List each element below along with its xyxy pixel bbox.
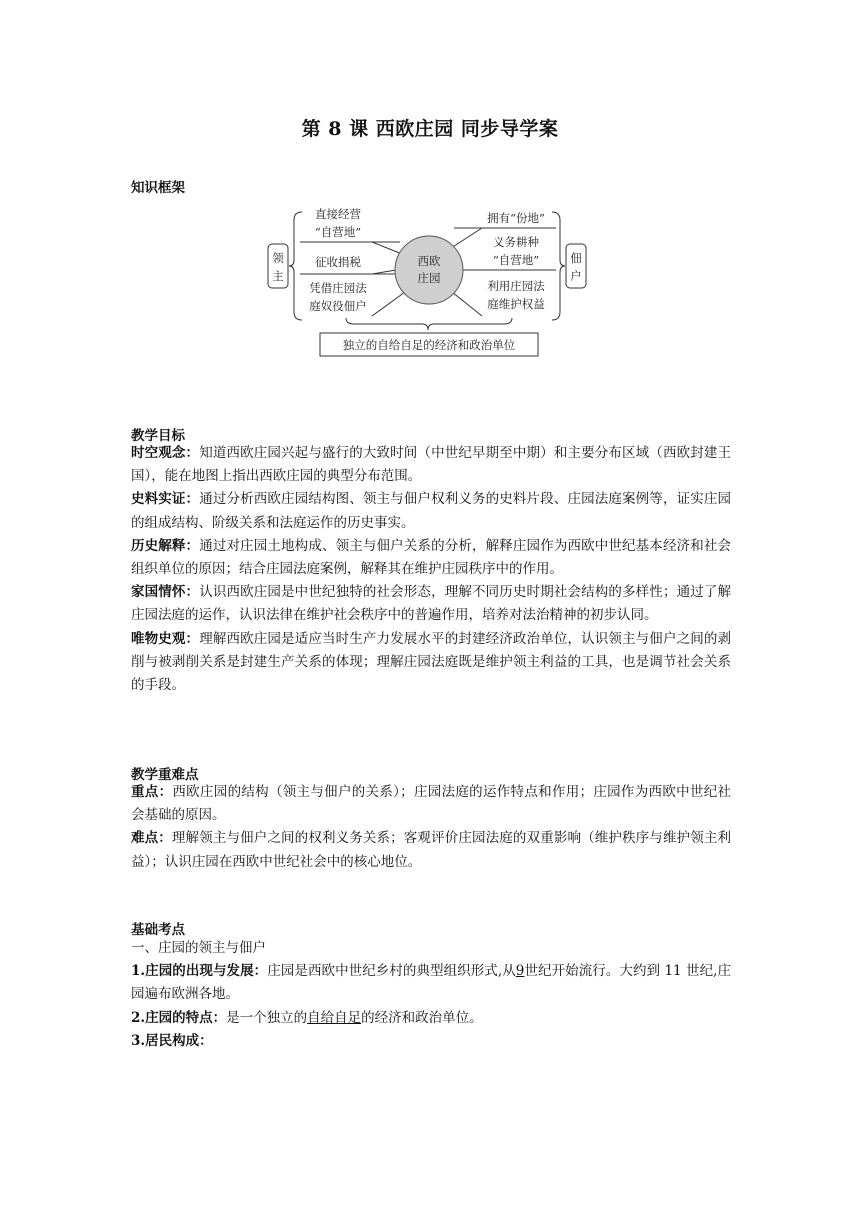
goal-item	[131, 442, 731, 488]
goal-label: 历史解释：	[131, 537, 200, 554]
basics-point-2-text-b: 的经济和政治单位。	[361, 1009, 483, 1026]
basics-heading: 基础考点	[131, 922, 185, 938]
basics-point-1-label: 1.庄园的出现与发展：	[131, 963, 268, 980]
right-item-1-line-1: 拥有“份地”	[487, 211, 545, 225]
goal-item	[131, 535, 731, 581]
center-circle	[395, 236, 463, 304]
key-point-label: 重点：	[131, 784, 173, 800]
lord-label-2: 主	[272, 269, 284, 283]
basics-point-2-text-a: 是一个独立的	[226, 1009, 308, 1026]
key-point-text: 理解领主与佃户之间的权利义务关系；客观评价庄园法庭的双重影响（维护秩序与维护领主利益）；认识庄园在西欧中世纪社会中的核心地位。	[131, 830, 732, 870]
key-point-item	[131, 781, 731, 827]
basics-point-3	[131, 1030, 731, 1053]
goal-item	[131, 488, 731, 534]
basics-point-2	[131, 1007, 731, 1030]
left-item-3-line-2: 庭奴役佃户	[309, 299, 367, 313]
key-points-list	[131, 781, 731, 874]
right-item-2-line-1: 义务耕种	[493, 235, 539, 249]
key-point-text: 西欧庄园的结构（领主与佃户的关系）；庄园法庭的运作特点和作用；庄园作为西欧中世纪社会基础的原因。	[131, 784, 731, 824]
bottom-brace	[346, 318, 512, 330]
basics-point-2-blank: 自给自足	[307, 1009, 362, 1026]
right-item-3-line-1: 利用庄园法	[487, 279, 545, 293]
basics-point-1	[131, 960, 731, 1006]
basics-point-1-text-b: 世纪开始流行。大约到 11 世纪,庄园遍布欧洲各地。	[131, 963, 731, 1003]
left-item-1-line-1: 直接经营	[315, 207, 361, 221]
center-line-1: 西欧	[417, 254, 441, 268]
right-item-3-line-2: 庭维护权益	[487, 297, 545, 311]
goal-label: 家国情怀：	[131, 584, 200, 601]
goals-list	[131, 442, 731, 697]
goals-heading: 教学目标	[131, 428, 185, 444]
framework-diagram	[262, 204, 598, 360]
lord-label-1: 领	[272, 251, 284, 265]
connector	[372, 242, 402, 254]
serf-label-2: 户	[570, 269, 582, 283]
basics-content	[131, 937, 731, 1053]
left-item-3-line-1: 凭借庄园法	[309, 281, 367, 295]
lord-group	[268, 212, 302, 320]
basics-subheading: 一、庄园的领主与佃户	[131, 940, 266, 956]
goal-label: 史料实证：	[131, 491, 200, 508]
serf-label-1: 佃	[570, 251, 582, 265]
center-line-2: 庄园	[417, 271, 441, 285]
goal-text: 通过对庄园土地构成、领主与佃户关系的分析，解释庄园作为西欧中世纪基本经济和社会组织单位的原因；结合庄园法庭案例，解释其在维护庄园秩序中的作用。	[131, 537, 732, 578]
framework-heading: 知识框架	[131, 180, 185, 196]
basics-point-2-label: 2.庄园的特点：	[131, 1009, 227, 1026]
goal-text: 通过分析西欧庄园结构图、领主与佃户权利义务的史料片段、庄园法庭案例等，证实庄园的组成结构、阶级关系和法庭运作的历史事实。	[131, 491, 732, 531]
goal-label: 时空观念：	[131, 445, 200, 461]
serf-group	[552, 212, 586, 320]
goal-label: 唯物史观：	[131, 630, 200, 647]
left-item-2-line-1: 征收捐税	[315, 255, 361, 269]
left-brace	[289, 212, 302, 320]
connector	[452, 292, 482, 316]
key-point-label: 难点：	[131, 830, 172, 847]
goal-text: 理解西欧庄园是适应当时生产力发展水平的封建经济政治单位，认识领主与佃户之间的剥削与被剥削关系是封建生产关系的体现；理解庄园法庭既是维护领主利益的工具，也是调节社会关系的手段。	[131, 630, 732, 694]
right-item-2-line-2: “自营地”	[492, 253, 540, 267]
goal-item	[131, 581, 731, 627]
bottom-label: 独立的自给自足的经济和政治单位	[342, 338, 516, 352]
connector	[372, 270, 396, 274]
basics-point-1-blank: 9	[515, 963, 525, 980]
basics-point-3-label: 3.居民构成：	[131, 1032, 213, 1049]
page-title: 第 8 课 西欧庄园 同步导学案	[301, 118, 559, 140]
left-item-1-line-2: “自营地”	[314, 225, 362, 239]
goal-text: 知道西欧庄园兴起与盛行的大致时间（中世纪早期至中期）和主要分布区域（西欧封建王国），能在地图上指出西欧庄园的典型分布范围。	[131, 445, 732, 485]
goal-item	[131, 628, 731, 698]
key-point-item	[131, 827, 731, 873]
key-points-heading: 教学重难点	[131, 767, 199, 783]
goal-text: 认识西欧庄园是中世纪独特的社会形态，理解不同历史时期社会结构的多样性；通过了解庄园法庭的运作，认识法律在维护社会秩序中的普遍作用，培养对法治精神的初步认同。	[131, 584, 732, 624]
connector	[372, 292, 405, 316]
basics-point-1-text-a: 庄园是西欧中世纪乡村的典型组织形式,从	[267, 963, 516, 980]
